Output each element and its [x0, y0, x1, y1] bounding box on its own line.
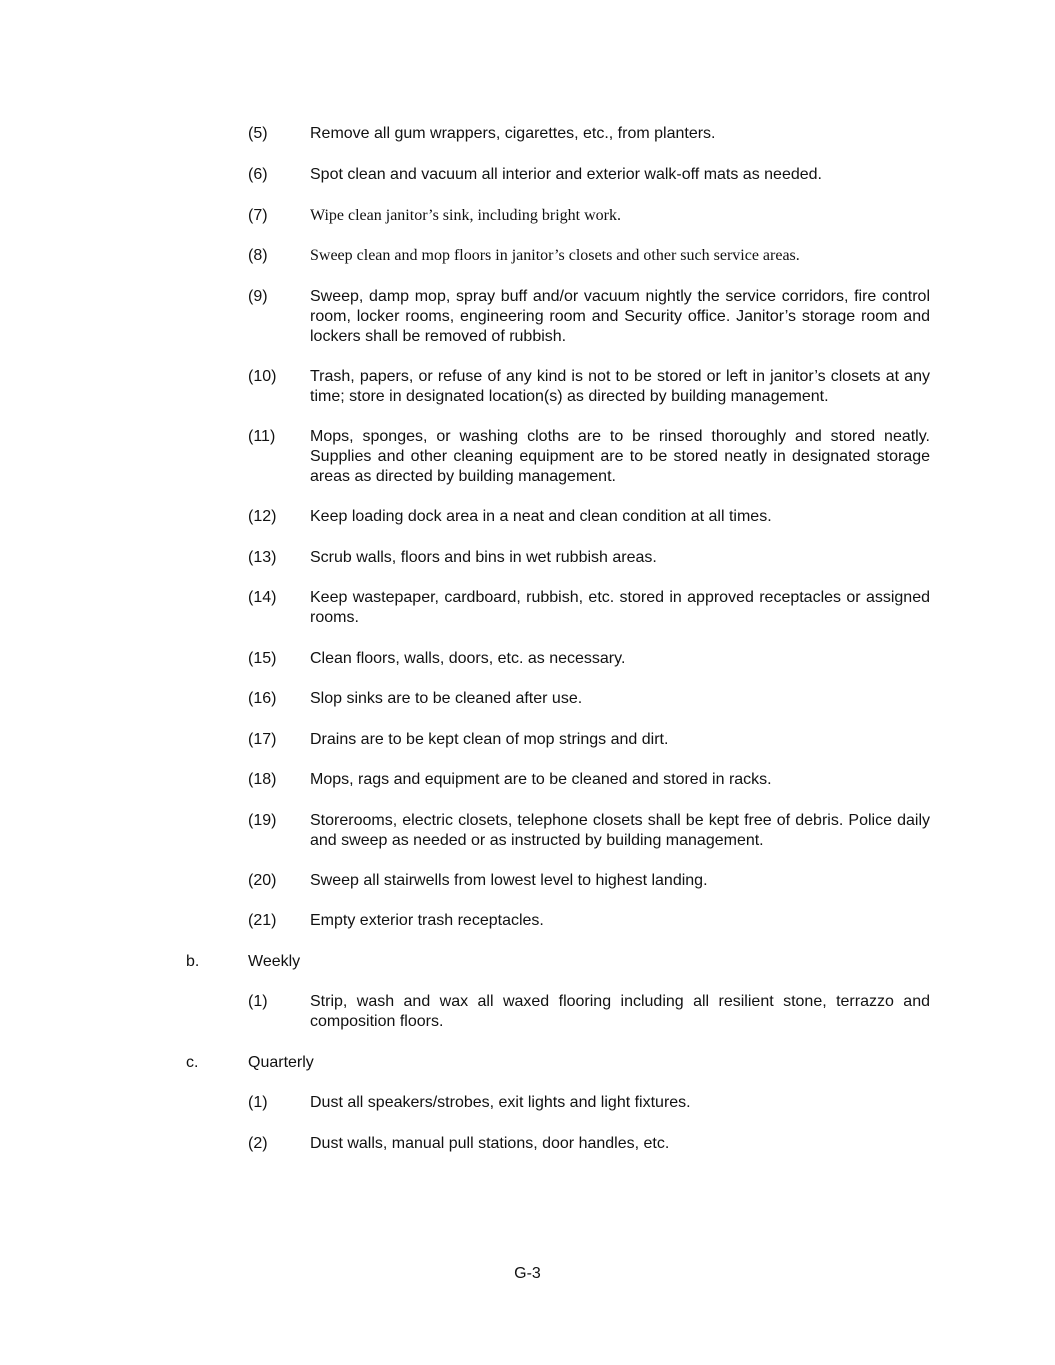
list-item-15 — [248, 649, 930, 669]
item-text: Trash, papers, or refuse of any kind is not to be stored or left in janitor’s closets at any time; store in designated location(s) as directed by building management. — [310, 368, 930, 405]
item-text: Sweep all stairwells from lowest level to highest landing. — [310, 872, 708, 889]
item-text: Scrub walls, floors and bins in wet rubbish areas. — [310, 549, 657, 566]
item-text: Keep loading dock area in a neat and clean condition at all times. — [310, 508, 772, 525]
item-text: Mops, rags and equipment are to be cleaned and stored in racks. — [310, 771, 772, 788]
section-heading: Weekly — [248, 953, 301, 970]
section-letter: b. — [186, 953, 200, 970]
list-item-14 — [248, 588, 930, 628]
item-number: (7) — [248, 207, 268, 224]
list-item-19 — [248, 811, 930, 851]
item-text: Slop sinks are to be cleaned after use. — [310, 690, 583, 707]
item-text: Strip, wash and wax all waxed flooring including all resilient stone, terrazzo and composition floors. — [310, 993, 930, 1030]
list-item-18 — [248, 770, 930, 790]
item-number: (21) — [248, 912, 277, 929]
section-weekly — [186, 952, 586, 972]
item-number: (6) — [248, 166, 268, 183]
weekly-item-1 — [248, 992, 930, 1032]
list-item-9 — [248, 287, 930, 347]
item-text: Drains are to be kept clean of mop strings and dirt. — [310, 731, 669, 748]
item-number: (20) — [248, 872, 277, 889]
item-number: (13) — [248, 549, 277, 566]
list-item-20 — [248, 871, 930, 891]
list-item-13 — [248, 548, 930, 568]
item-number: (8) — [248, 247, 268, 264]
list-item-21 — [248, 911, 930, 931]
item-number: (1) — [248, 993, 268, 1010]
item-number: (15) — [248, 650, 277, 667]
item-number: (9) — [248, 288, 268, 305]
item-number: (10) — [248, 368, 277, 385]
item-number: (5) — [248, 125, 268, 142]
list-item-8 — [248, 246, 930, 266]
section-quarterly — [186, 1053, 586, 1073]
quarterly-item-1 — [248, 1093, 930, 1113]
item-number: (12) — [248, 508, 277, 525]
item-text: Storerooms, electric closets, telephone closets shall be kept free of debris. Police daily and sweep as needed or as instructed by building management. — [310, 812, 930, 849]
item-number: (19) — [248, 812, 277, 829]
list-item-12 — [248, 507, 930, 527]
section-letter: c. — [186, 1054, 199, 1071]
item-text: Wipe clean janitor’s sink, including bright work. — [310, 207, 621, 224]
item-text: Keep wastepaper, cardboard, rubbish, etc. stored in approved receptacles or assigned rooms. — [310, 589, 930, 626]
list-item-16 — [248, 689, 930, 709]
item-number: (14) — [248, 589, 277, 606]
item-text: Sweep clean and mop floors in janitor’s closets and other such service areas. — [310, 247, 800, 264]
item-number: (2) — [248, 1135, 268, 1152]
item-number: (16) — [248, 690, 277, 707]
item-number: (17) — [248, 731, 277, 748]
item-text: Remove all gum wrappers, cigarettes, etc., from planters. — [310, 125, 716, 142]
item-text: Mops, sponges, or washing cloths are to be rinsed thoroughly and stored neatly. Supplies and other cleaning equipment are to be stored neatly in designated storage areas as directed by building management. — [310, 428, 930, 485]
page-number: G-3 — [514, 1265, 541, 1282]
list-item-7 — [248, 206, 930, 226]
list-item-11 — [248, 427, 930, 487]
list-item-10 — [248, 367, 930, 407]
item-number: (18) — [248, 771, 277, 788]
item-number: (11) — [248, 428, 276, 445]
list-item-5 — [248, 124, 930, 144]
item-text: Empty exterior trash receptacles. — [310, 912, 544, 929]
section-heading: Quarterly — [248, 1054, 314, 1071]
item-text: Dust all speakers/strobes, exit lights and light fixtures. — [310, 1094, 691, 1111]
item-text: Spot clean and vacuum all interior and exterior walk-off mats as needed. — [310, 166, 822, 183]
item-text: Sweep, damp mop, spray buff and/or vacuum nightly the service corridors, fire control room, locker rooms, engineering room and Security office. Janitor’s storage room and lockers shall be removed of rubbish. — [310, 288, 930, 345]
list-item-17 — [248, 730, 930, 750]
quarterly-item-2 — [248, 1134, 930, 1154]
item-text: Dust walls, manual pull stations, door handles, etc. — [310, 1135, 670, 1152]
list-item-6 — [248, 165, 930, 185]
item-number: (1) — [248, 1094, 268, 1111]
item-text: Clean floors, walls, doors, etc. as necessary. — [310, 650, 626, 667]
